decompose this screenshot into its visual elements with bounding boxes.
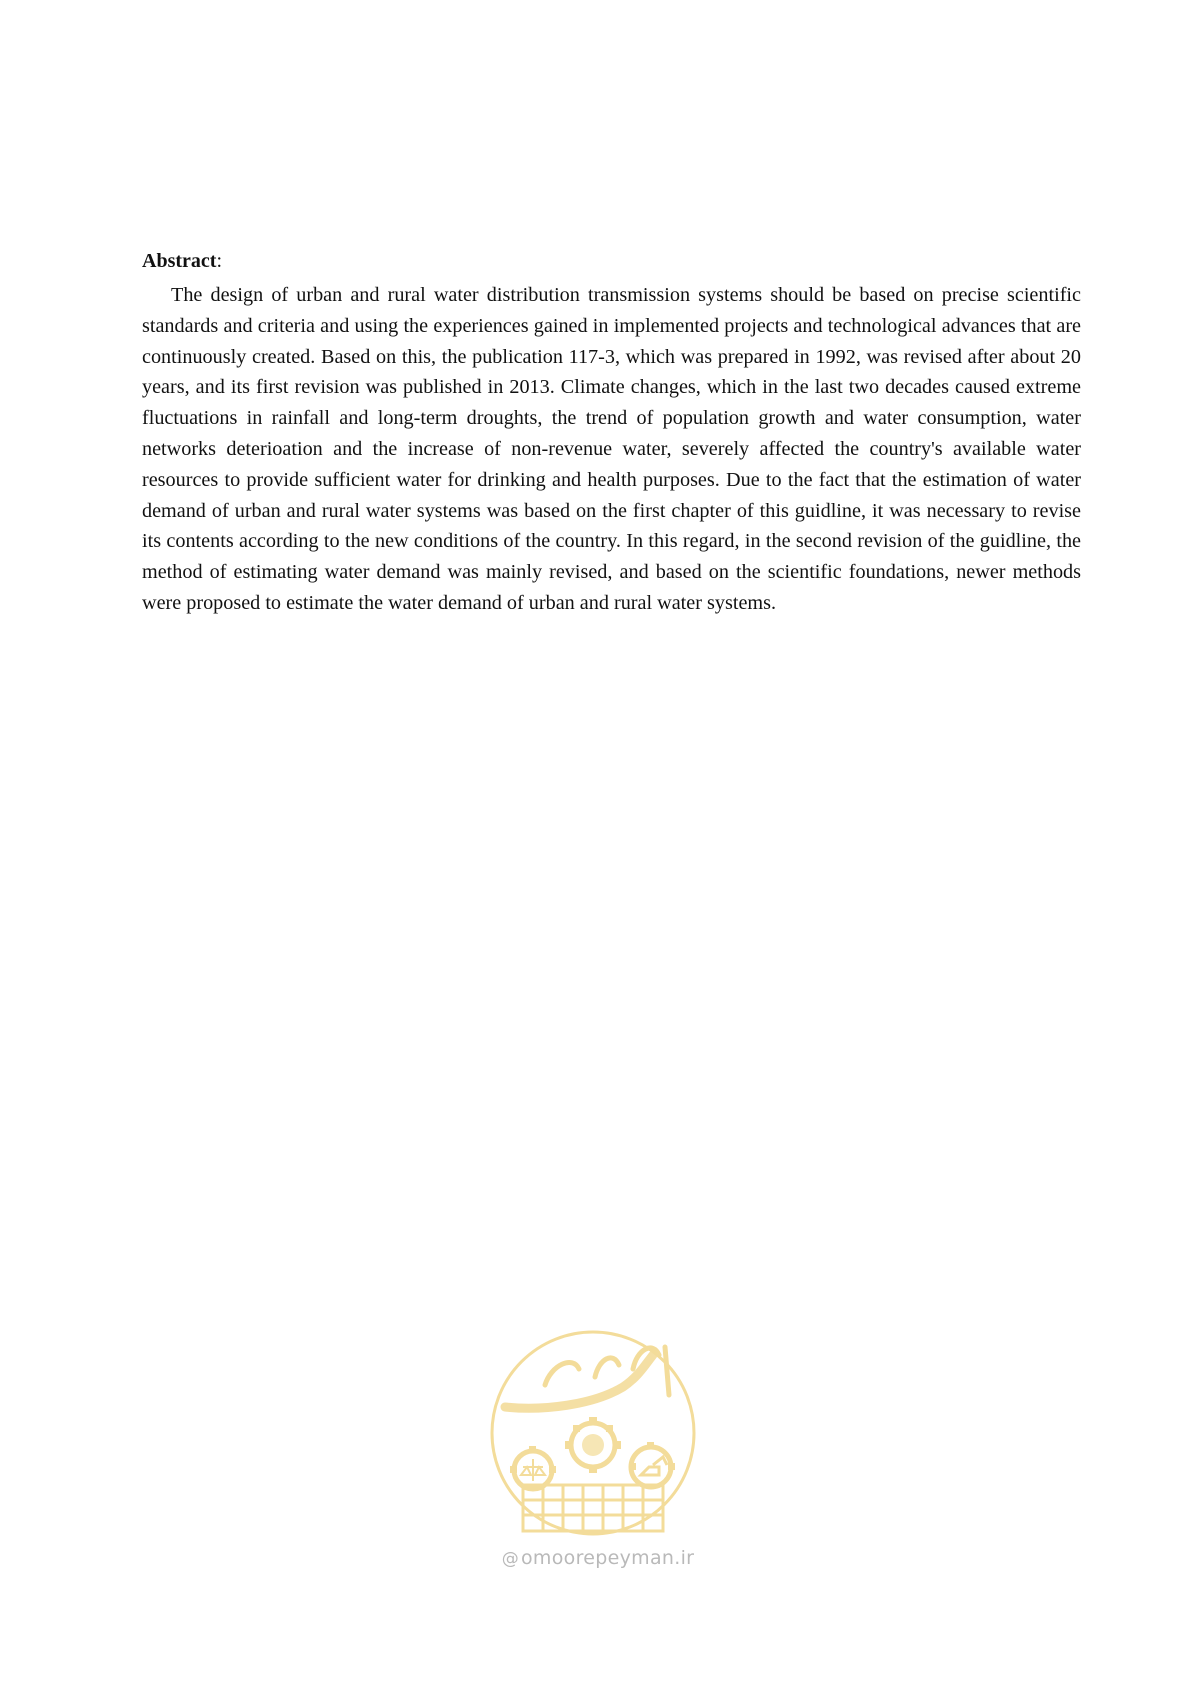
abstract-section bbox=[142, 246, 1081, 619]
watermark-logo bbox=[483, 1325, 713, 1585]
abstract-heading bbox=[142, 246, 1081, 276]
watermark-at-icon: @ bbox=[501, 1549, 519, 1569]
abstract-heading-label: Abstract bbox=[142, 250, 217, 272]
watermark-website bbox=[483, 1547, 713, 1569]
abstract-body: The design of urban and rural water distribution transmission systems should be based on precise scientific standards and criteria and using the experiences gained in implemented projects and technological advances that are continuously created. Based on this, the publication 117-3, which was prepared in 1992, was revised after about 20 years, and its first revision was published in 2013. Climate changes, which in the last two decades caused extreme fluctuations in rainfall and long-term droughts, the trend of population growth and water consumption, water networks deterioation and the increase of non-revenue water, severely affected the country's available water resources to provide sufficient water for drinking and health purposes. Due to the fact that the estimation of water demand of urban and rural water systems was based on the first chapter of this guidline, it was necessary to revise its contents according to the new conditions of the country. In this regard, in the second revision of the guidline, the method of estimating water demand was mainly revised, and based on the scientific foundations, newer methods were proposed to estimate the water demand of urban and rural water systems. bbox=[142, 284, 1081, 614]
watermark-website-label: omoorepeyman.ir bbox=[521, 1547, 695, 1569]
watermark-emblem-icon bbox=[483, 1325, 713, 1547]
abstract-heading-colon: : bbox=[216, 250, 222, 272]
